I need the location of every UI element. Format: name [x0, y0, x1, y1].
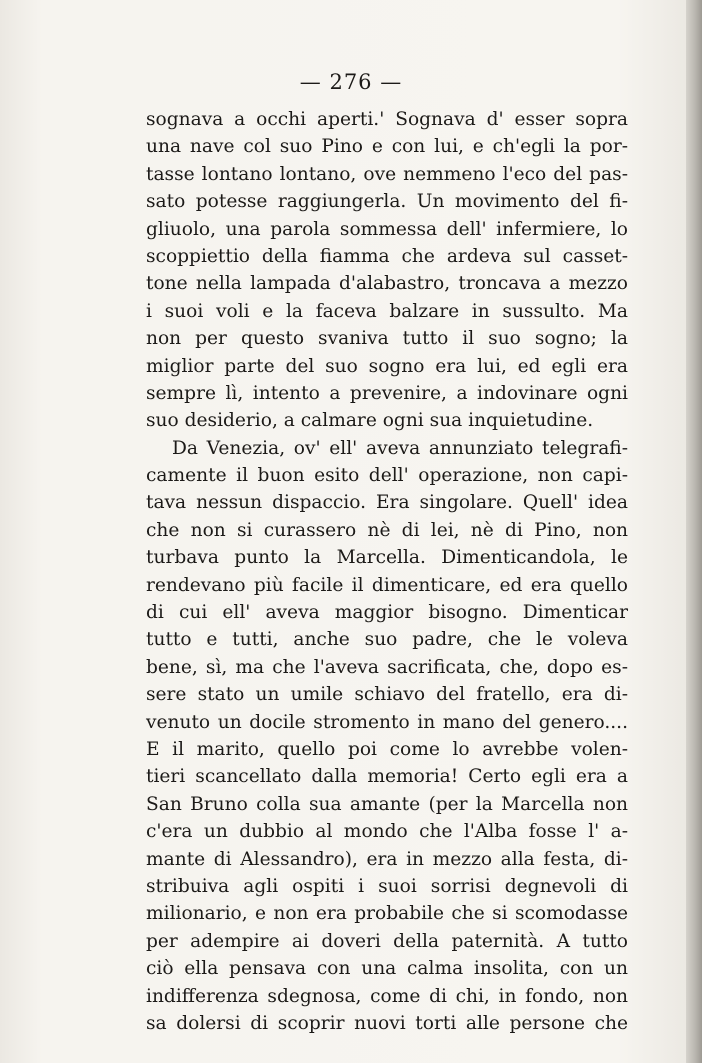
text-line: gliuolo, una parola sommessa dell' infermiere, lo — [146, 218, 628, 240]
text-line: tone nella lampada d'alabastro, troncava a mezzo — [146, 273, 628, 295]
text-line: i suoi voli e la faceva balzare in sussulto. Ma — [146, 300, 628, 322]
text-line: per adempire ai doveri della paternità. A tutto — [146, 930, 628, 952]
page-binding-edge — [686, 0, 702, 1063]
text-line: una nave col suo Pino e con lui, e ch'egli la por- — [146, 136, 628, 158]
text-line: scoppiettio della fiamma che ardeva sul casset- — [146, 245, 628, 267]
text-line: sere stato un umile schiavo del fratello, era di- — [146, 684, 628, 706]
body-text — [146, 106, 628, 1037]
text-line: che non si curassero nè di lei, nè di Pino, non — [146, 519, 628, 541]
text-line: non per questo svaniva tutto il suo sogno; la — [146, 328, 628, 350]
text-line: E il marito, quello poi come lo avrebbe volen- — [146, 738, 628, 760]
text-line: camente il buon esito dell' operazione, non capi- — [146, 465, 628, 487]
text-line: suo desiderio, a calmare ogni sua inquietudine. — [146, 410, 594, 432]
text-line: miglior parte del suo sogno era lui, ed egli era — [146, 355, 628, 377]
text-line: sa dolersi di scoprir nuovi torti alle persone che — [146, 1012, 628, 1034]
text-line: c'era un dubbio al mondo che l'Alba fosse l' a- — [146, 821, 628, 843]
text-line: tutto e tutti, anche suo padre, che le voleva — [146, 629, 628, 651]
text-line: mante di Alessandro), era in mezzo alla festa, di- — [146, 848, 628, 870]
text-line: di cui ell' aveva maggior bisogno. Dimenticar — [146, 602, 628, 624]
text-line: rendevano più facile il dimenticare, ed era quello — [146, 574, 628, 596]
text-line: ciò ella pensava con una calma insolita, con un — [146, 958, 628, 980]
text-line: indifferenza sdegnosa, come di chi, in fondo, non — [146, 985, 628, 1007]
text-line: venuto un docile stromento in mano del genero.... — [146, 711, 628, 733]
text-line: sato potesse raggiungerla. Un movimento del fi- — [146, 191, 628, 213]
text-line: turbava punto la Marcella. Dimenticandola, le — [146, 547, 628, 569]
text-line: San Bruno colla sua amante (per la Marcella non — [146, 793, 628, 815]
text-line: tieri scancellato dalla memoria! Certo egli era a — [146, 766, 628, 788]
text-line: bene, sì, ma che l'aveva sacrificata, che, dopo es- — [146, 656, 628, 678]
text-line: milionario, e non era probabile che si scomodasse — [146, 903, 628, 925]
text-line: stribuiva agli ospiti i suoi sorrisi degnevoli di — [146, 875, 628, 897]
text-line: tasse lontano lontano, ove nemmeno l'eco del pas- — [146, 163, 628, 185]
text-line: Da Venezia, ov' ell' aveva annunziato telegrafi- — [172, 437, 628, 459]
text-line: tava nessun dispaccio. Era singolare. Quell' idea — [146, 492, 628, 514]
text-line: sognava a occhi aperti.' Sognava d' esser sopra — [146, 109, 628, 130]
text-line: sempre lì, intento a prevenire, a indovinare ogni — [146, 382, 628, 404]
page-number: — 276 — — [299, 70, 403, 94]
